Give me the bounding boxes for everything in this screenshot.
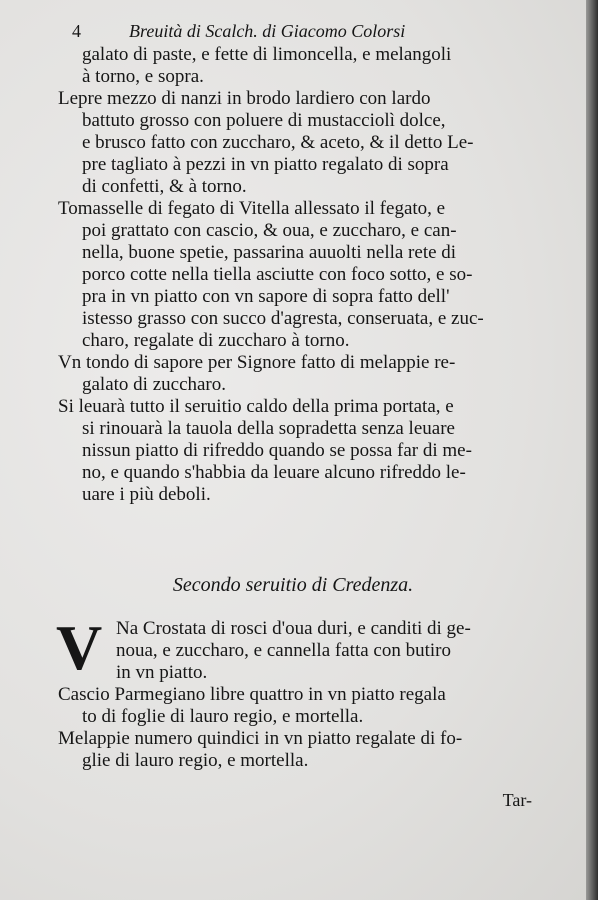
running-title: Breuità di Scalch. di Giacomo Colorsi: [129, 21, 406, 41]
text-line: galato di zuccharo.: [82, 374, 227, 395]
text-line: nella, buone spetie, passarina auuolti nella rete di: [82, 242, 457, 263]
text-line: galato di paste, e fette di limoncella, e melangoli: [82, 44, 452, 65]
text-line: Vn tondo di sapore per Signore fatto di melappie re-: [58, 352, 456, 373]
text-line: charo, regalate di zuccharo à torno.: [82, 330, 350, 351]
text-line: Na Crostata di rosci d'oua duri, e canditi di ge-: [116, 618, 471, 639]
text-line: di confetti, & à torno.: [82, 176, 247, 197]
text-line: in vn piatto.: [116, 662, 208, 683]
text-line: porco cotte nella tiella asciutte con foco sotto, e so-: [82, 264, 473, 285]
page-number: 4: [72, 21, 81, 41]
body-text-first-course: [58, 44, 558, 506]
text-line: to di foglie di lauro regio, e mortella.: [82, 706, 364, 727]
text-line: si rinouarà la tauola della sopradetta senza leuare: [82, 418, 455, 439]
drop-cap: V: [56, 612, 103, 683]
running-header: [72, 20, 552, 42]
text-line: Melappie numero quindici in vn piatto regalate di fo-: [58, 728, 463, 749]
text-line: noua, e zuccharo, e cannella fatta con butiro: [116, 640, 451, 661]
text-line: Si leuarà tutto il seruitio caldo della prima portata, e: [58, 396, 454, 417]
section-heading: Secondo seruitio di Credenza.: [172, 574, 414, 596]
text-line: pra in vn piatto con vn sapore di sopra fatto dell': [82, 286, 450, 307]
catchword: Tar-: [502, 790, 532, 810]
text-line: nissun piatto di rifreddo quando se possa far di me-: [82, 440, 472, 461]
text-line: à torno, e sopra.: [82, 66, 204, 87]
body-text-second-course: [56, 612, 558, 772]
text-line: Lepre mezzo di nanzi in brodo lardiero con lardo: [58, 88, 431, 109]
text-line: no, e quando s'habbia da leuare alcuno rifreddo le-: [82, 462, 466, 483]
text-line: uare i più deboli.: [82, 484, 211, 505]
text-line: battuto grosso con poluere di mustacciolì dolce,: [82, 110, 446, 131]
text-line: e brusco fatto con zuccharo, & aceto, & il detto Le-: [82, 132, 474, 153]
text-line: istesso grasso con succo d'agresta, conseruata, e zuc-: [82, 308, 484, 329]
page-edge-shadow: [586, 0, 598, 900]
text-line: Tomasselle di fegato di Vitella allessato il fegato, e: [58, 198, 446, 219]
text-line: pre tagliato à pezzi in vn piatto regalato di sopra: [82, 154, 449, 175]
text-line: poi grattato con cascio, & oua, e zuccharo, e can-: [82, 220, 457, 241]
text-line: glie di lauro regio, e mortella.: [82, 750, 309, 771]
text-line: Cascio Parmegiano libre quattro in vn piatto regala: [58, 684, 446, 705]
